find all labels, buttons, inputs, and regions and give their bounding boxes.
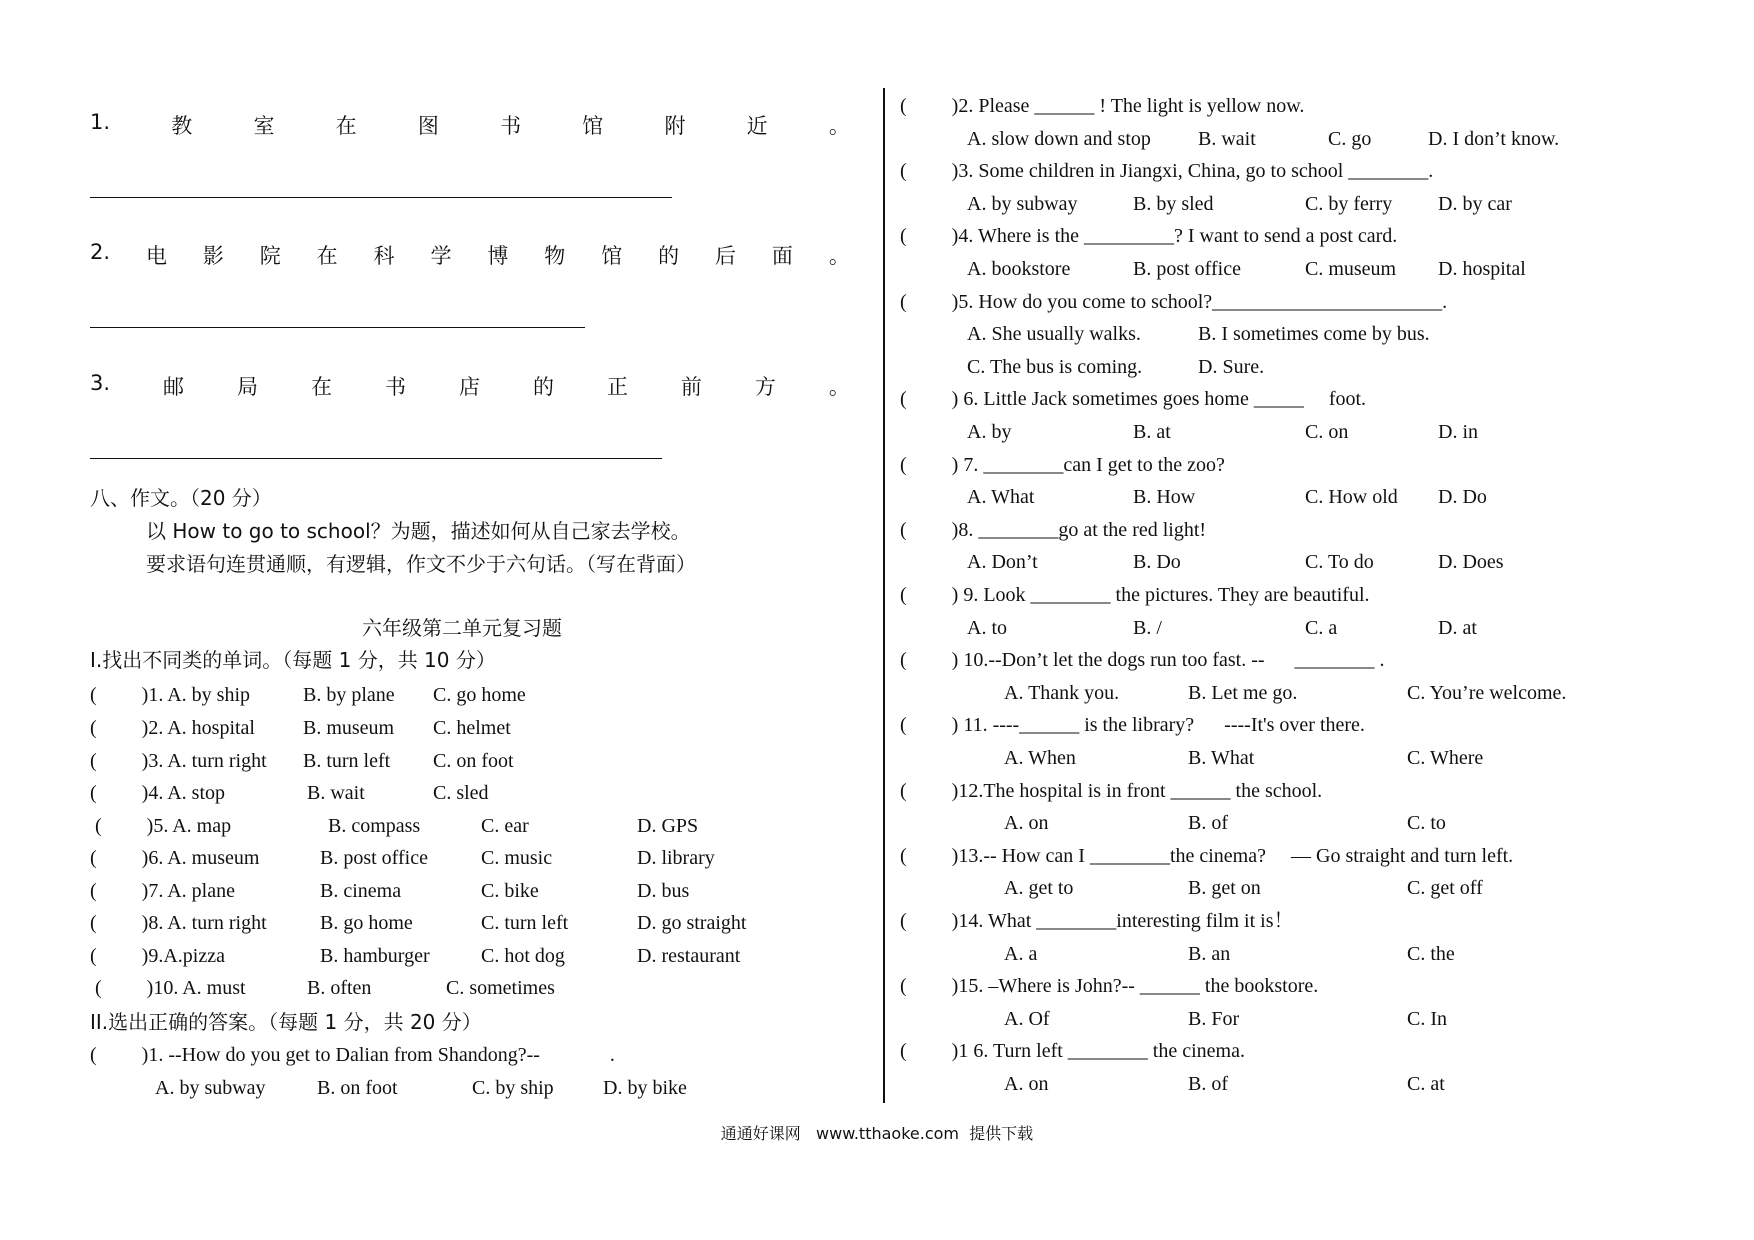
answer-option: C. How old xyxy=(1305,486,1398,509)
translate-char: 科 xyxy=(373,244,395,268)
answer-option: B. of xyxy=(1188,812,1228,835)
answer-option: A. by xyxy=(967,421,1012,443)
translate-char: 面 xyxy=(771,244,793,268)
part2-q1-option: A. by subway xyxy=(155,1077,266,1099)
answer-option: B. / xyxy=(1133,616,1162,639)
translate-char: 在 xyxy=(335,114,357,138)
part1-option-c: C. bike xyxy=(481,880,539,902)
answer-option: C. the xyxy=(1407,942,1455,965)
translate-char: 的 xyxy=(658,244,680,268)
question-stem: ( ) 6. Little Jack sometimes goes home _____ foot. xyxy=(900,388,1367,411)
part1-question: ( )10. A. must xyxy=(90,977,246,999)
answer-option: C. You’re welcome. xyxy=(1407,681,1567,704)
part1-option-c: C. go home xyxy=(433,684,526,706)
answer-option: A. on xyxy=(1004,812,1049,835)
part1-option-c: C. turn left xyxy=(481,912,569,934)
answer-option: B. wait xyxy=(1198,127,1256,150)
translate-char: 邮 xyxy=(163,375,185,399)
translate-char: 的 xyxy=(532,375,554,399)
answer-option: A. slow down and stop xyxy=(967,127,1151,150)
translate-char: 2. xyxy=(90,240,111,264)
answer-option: A. get to xyxy=(1004,877,1074,900)
translate-char: 近 xyxy=(746,114,768,138)
question-stem: ( ) 7. ________can I get to the zoo? xyxy=(900,453,1225,476)
part1-option-c: C. sometimes xyxy=(446,977,555,999)
answer-option: C. to xyxy=(1407,812,1446,835)
answer-option: A. Don’t xyxy=(967,551,1038,574)
answer-option: C. get off xyxy=(1407,877,1483,900)
answer-option: B. at xyxy=(1133,421,1171,443)
translate-sentence-2 xyxy=(90,240,850,270)
composition-heading: 八、作文。（20 分） xyxy=(90,486,272,510)
answer-option: B. For xyxy=(1188,1007,1240,1030)
answer-line-3 xyxy=(90,458,662,459)
translate-char: 1. xyxy=(90,110,111,134)
part1-question: ( )7. A. plane xyxy=(90,880,235,902)
answer-option: C. by ferry xyxy=(1305,192,1393,215)
question-stem: ( )8. ________go at the red light! xyxy=(900,518,1207,541)
answer-option: D. Do xyxy=(1438,486,1487,509)
part1-option-c: C. sled xyxy=(433,782,489,804)
question-stem: ( )12.The hospital is in front ______ the school. xyxy=(900,779,1323,802)
part1-option-b: B. turn left xyxy=(303,750,391,772)
question-stem: ( )1 6. Turn left ________ the cinema. xyxy=(900,1040,1245,1063)
translate-char: 。 xyxy=(828,244,850,268)
part2-question-1: ( )1. --How do you get to Dalian from Shandong?-- . xyxy=(90,1044,615,1066)
answer-option: B. What xyxy=(1188,747,1255,769)
translate-char: 影 xyxy=(202,244,224,268)
answer-option: A. to xyxy=(967,616,1007,639)
translate-char: 附 xyxy=(664,114,686,138)
answer-option: C. To do xyxy=(1305,551,1374,574)
answer-option: C. go xyxy=(1328,127,1372,150)
answer-option: D. in xyxy=(1438,421,1478,443)
answer-option: D. Does xyxy=(1438,551,1504,574)
part1-option-c: C. on foot xyxy=(433,750,514,772)
answer-option: A. What xyxy=(967,486,1035,509)
part2-q1-option: B. on foot xyxy=(317,1077,398,1099)
answer-option: D. at xyxy=(1438,616,1477,639)
answer-option: B. I sometimes come by bus. xyxy=(1198,323,1430,346)
part1-option-d: D. go straight xyxy=(637,912,747,934)
part1-option-b: B. often xyxy=(307,977,372,999)
review-title: 六年级第二单元复习题 xyxy=(362,616,562,640)
question-stem: ( )2. Please ______ ! The light is yellow now. xyxy=(900,95,1305,117)
translate-char: 博 xyxy=(487,244,509,268)
answer-option: D. Sure. xyxy=(1198,355,1265,378)
part1-option-c: C. hot dog xyxy=(481,945,565,967)
part1-option-b: B. hamburger xyxy=(320,945,430,967)
part1-heading: I.找出不同类的单词。（每题 1 分，共 10 分） xyxy=(90,648,496,672)
question-stem: ( )15. –Where is John?-- ______ the bookstore. xyxy=(900,975,1319,998)
part1-option-b: B. compass xyxy=(328,815,421,837)
translate-char: 。 xyxy=(828,375,850,399)
translate-sentence-1 xyxy=(90,110,850,140)
translate-char: 店 xyxy=(458,375,480,399)
answer-option: A. Thank you. xyxy=(1004,681,1120,704)
translate-char: 院 xyxy=(259,244,281,268)
part1-question: ( )5. A. map xyxy=(90,815,232,837)
question-stem: ( ) 10.--Don’t let the dogs run too fast. -- ________ . xyxy=(900,649,1385,672)
answer-option: C. at xyxy=(1407,1073,1445,1095)
answer-option: A. She usually walks. xyxy=(967,323,1141,346)
translate-char: 在 xyxy=(316,244,338,268)
answer-option: B. post office xyxy=(1133,258,1241,280)
part1-option-b: B. by plane xyxy=(303,684,395,706)
part1-question: ( )9.A.pizza xyxy=(90,945,225,967)
answer-option: C. The bus is coming. xyxy=(967,355,1143,378)
part1-option-c: C. music xyxy=(481,847,553,869)
answer-option: B. by sled xyxy=(1133,192,1214,215)
translate-char: 物 xyxy=(544,244,566,268)
part1-option-d: D. library xyxy=(637,847,715,869)
answer-option: B. How xyxy=(1133,486,1196,509)
part1-option-b: B. museum xyxy=(303,717,395,739)
question-stem: ( )4. Where is the _________? I want to send a post card. xyxy=(900,225,1398,248)
answer-option: A. bookstore xyxy=(967,258,1071,280)
composition-instruction-2: 要求语句连贯通顺，有逻辑，作文不少于六句话。（写在背面） xyxy=(146,552,696,576)
part2-q1-option: C. by ship xyxy=(472,1077,554,1099)
answer-option: C. museum xyxy=(1305,258,1397,280)
answer-option: A. Of xyxy=(1004,1007,1050,1030)
translate-char: 前 xyxy=(680,375,702,399)
answer-option: B. of xyxy=(1188,1073,1228,1095)
translate-sentence-3 xyxy=(90,371,850,401)
answer-option: C. Where xyxy=(1407,747,1484,769)
answer-line-1 xyxy=(90,197,672,198)
answer-option: B. an xyxy=(1188,942,1231,965)
part1-option-b: B. cinema xyxy=(320,880,402,902)
part1-option-b: B. post office xyxy=(320,847,428,869)
answer-option: A. on xyxy=(1004,1073,1049,1095)
answer-option: C. on xyxy=(1305,421,1349,443)
translate-char: 在 xyxy=(311,375,332,399)
translate-char: 馆 xyxy=(601,244,623,268)
translate-char: 学 xyxy=(430,244,452,268)
answer-option: B. get on xyxy=(1188,877,1261,900)
part1-option-d: D. GPS xyxy=(637,815,699,837)
answer-option: A. When xyxy=(1004,747,1076,769)
translate-char: 室 xyxy=(253,114,275,138)
part2-heading: II.选出正确的答案。（每题 1 分，共 20 分） xyxy=(90,1010,482,1034)
part1-question: ( )6. A. museum xyxy=(90,847,260,869)
answer-option: C. In xyxy=(1407,1007,1447,1030)
composition-instruction-1: 以 How to go to school？为题，描述如何从自己家去学校。 xyxy=(146,519,691,543)
answer-option: B. Do xyxy=(1133,551,1181,574)
translate-char: 正 xyxy=(606,375,628,399)
question-stem: ( ) 11. ----______ is the library? ----It's over there. xyxy=(900,714,1365,737)
answer-line-2 xyxy=(90,327,585,328)
translate-char: 书 xyxy=(384,375,406,399)
translate-char: 3. xyxy=(90,371,111,395)
question-stem: ( )5. How do you come to school?_______________________. xyxy=(900,290,1448,313)
question-stem: ( ) 9. Look ________ the pictures. They are beautiful. xyxy=(900,584,1370,606)
translate-char: 教 xyxy=(171,114,193,138)
part1-question: ( )2. A. hospital xyxy=(90,717,255,739)
answer-option: D. by car xyxy=(1438,192,1512,215)
question-stem: ( )14. What ________interesting film it is！ xyxy=(900,910,1294,932)
part1-question: ( )1. A. by ship xyxy=(90,684,250,706)
part1-question: ( )4. A. stop xyxy=(90,782,225,804)
answer-option: C. a xyxy=(1305,616,1338,639)
part1-option-d: D. restaurant xyxy=(637,945,741,967)
translate-char: 书 xyxy=(500,114,522,138)
question-stem: ( )13.-- How can I ________the cinema? — Go straight and turn left. xyxy=(900,844,1514,867)
part1-question: ( )8. A. turn right xyxy=(90,912,267,934)
part1-option-c: C. ear xyxy=(481,815,529,837)
translate-char: 馆 xyxy=(582,114,604,138)
question-stem: ( )3. Some children in Jiangxi, China, go to school ________. xyxy=(900,160,1434,183)
answer-option: D. I don’t know. xyxy=(1428,127,1560,150)
translate-char: 电 xyxy=(145,244,167,268)
translate-char: 。 xyxy=(828,114,850,138)
answer-option: A. by subway xyxy=(967,192,1078,215)
column-divider xyxy=(883,88,885,1103)
translate-char: 局 xyxy=(237,375,259,399)
part1-question: ( )3. A. turn right xyxy=(90,750,267,772)
part1-option-b: B. go home xyxy=(320,912,413,934)
footer-credit: 通通好课网 www.tthaoke.com 提供下载 xyxy=(720,1124,1034,1143)
part1-option-b: B. wait xyxy=(307,782,365,804)
answer-option: B. Let me go. xyxy=(1188,681,1298,704)
translate-char: 后 xyxy=(715,244,737,268)
part2-q1-option: D. by bike xyxy=(603,1077,687,1099)
answer-option: A. a xyxy=(1004,942,1038,965)
answer-option: D. hospital xyxy=(1438,258,1526,280)
translate-char: 方 xyxy=(754,375,776,399)
translate-char: 图 xyxy=(417,114,439,138)
part1-option-c: C. helmet xyxy=(433,717,511,739)
part1-option-d: D. bus xyxy=(637,880,690,902)
